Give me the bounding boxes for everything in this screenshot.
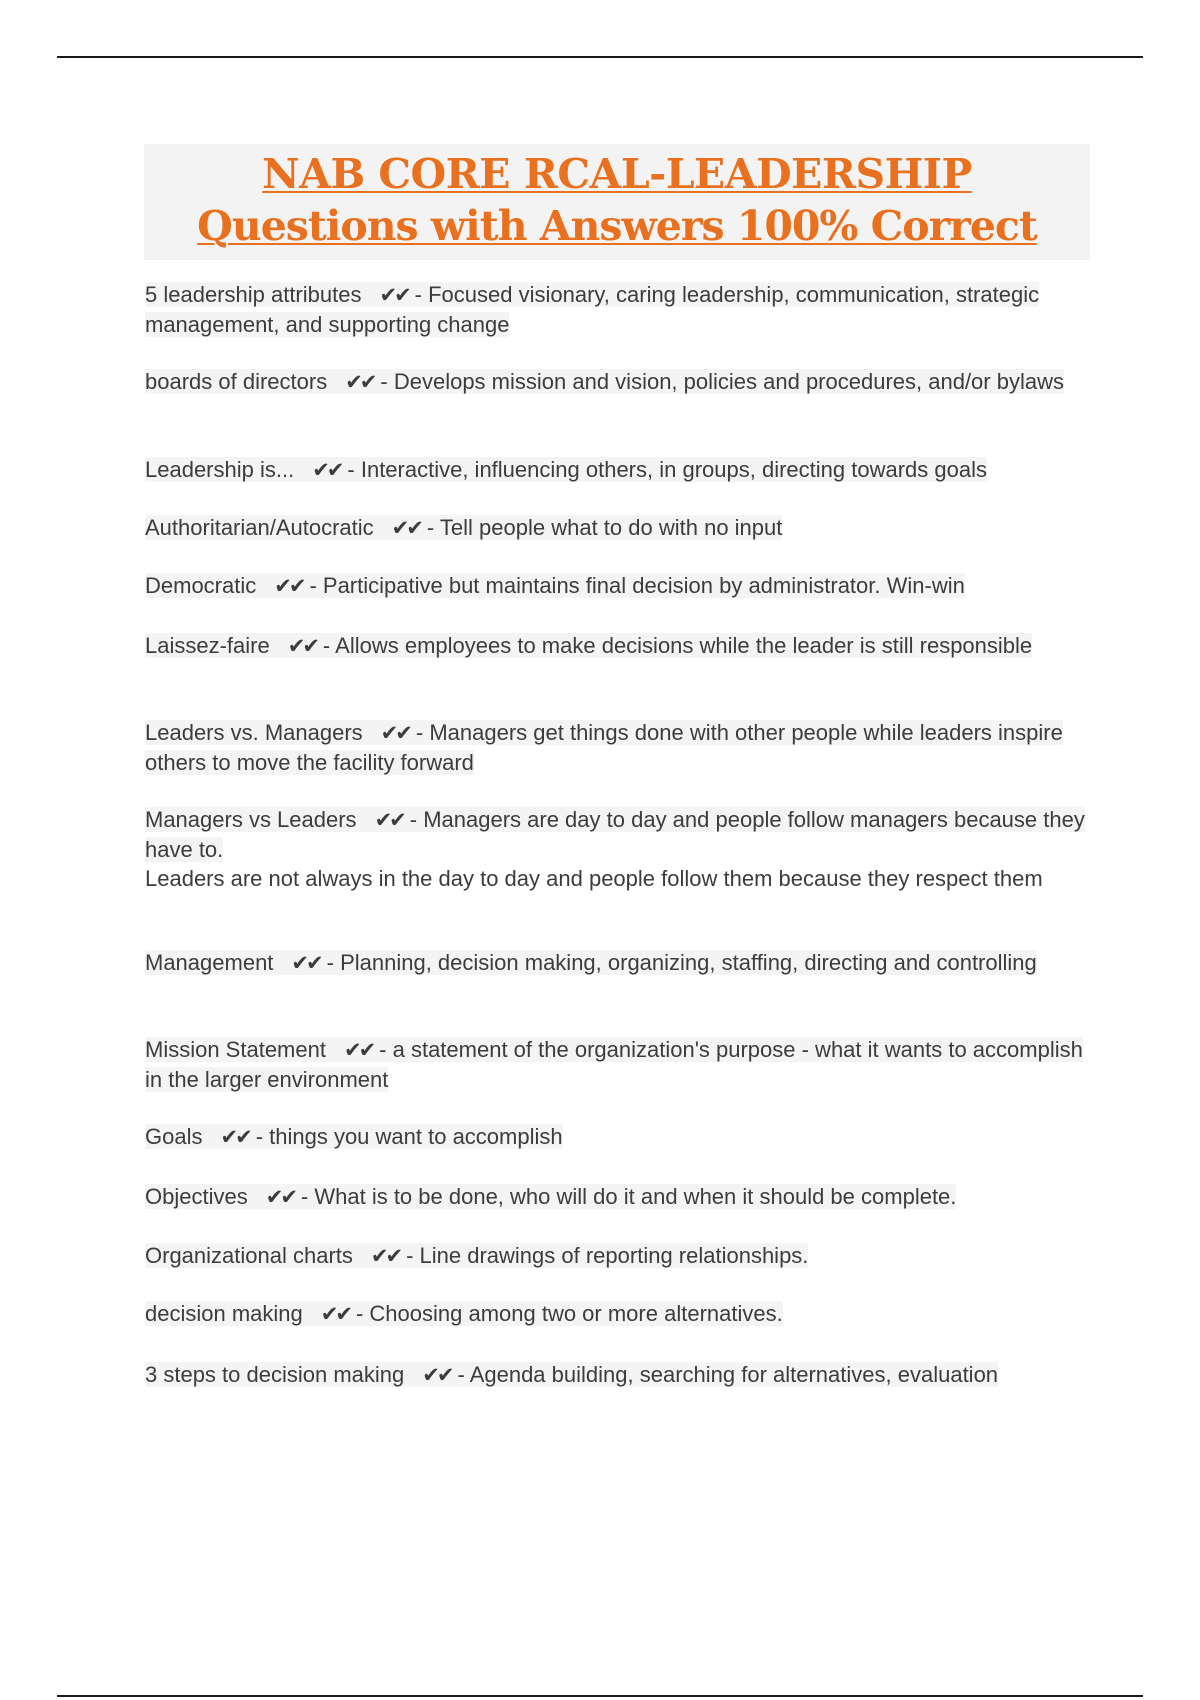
qa-term: Objectives [145, 1184, 248, 1209]
qa-answer: - Choosing among two or more alternatives. [355, 1301, 783, 1326]
qa-item [145, 1122, 1095, 1152]
qa-answer: - Focused visionary, caring leadership, communication, strategic management, and supporting change [145, 282, 1040, 337]
qa-term: Authoritarian/Autocratic [145, 515, 374, 540]
qa-answer: - What is to be done, who will do it and when it should be complete. [300, 1184, 957, 1209]
qa-item [145, 805, 1095, 893]
title-line-2: Questions with Answers 100% Correct [197, 202, 1037, 250]
double-check-icon: ✔✔ [291, 951, 321, 975]
double-check-icon: ✔✔ [343, 1038, 374, 1062]
qa-term: Laissez-faire [145, 633, 270, 658]
qa-answer: - things you want to accomplish [255, 1124, 563, 1149]
double-check-icon: ✔✔ [274, 574, 304, 598]
double-check-icon: ✔✔ [345, 370, 375, 394]
qa-answer: - Tell people what to do with no input [426, 515, 783, 540]
qa-answer: - Line drawings of reporting relationships. [406, 1243, 809, 1268]
qa-term: Managers vs Leaders [145, 807, 357, 832]
qa-answer: - Managers are day to day and people follow managers because they have to. [145, 807, 1085, 862]
double-check-icon: ✔✔ [320, 1302, 350, 1326]
top-rule [57, 56, 1143, 58]
qa-item [145, 280, 1095, 339]
qa-term: Leaders vs. Managers [145, 720, 363, 745]
double-check-icon: ✔✔ [312, 458, 342, 482]
double-check-icon: ✔✔ [391, 516, 421, 540]
qa-item [145, 631, 1095, 661]
qa-term: Goals [145, 1124, 203, 1149]
qa-item [145, 1182, 1095, 1212]
double-check-icon: ✔✔ [370, 1244, 401, 1268]
qa-answer: - a statement of the organization's purpose - what it wants to accomplish in the larger environment [145, 1037, 1083, 1092]
double-check-icon: ✔✔ [220, 1125, 250, 1149]
double-check-icon: ✔✔ [422, 1363, 452, 1387]
qa-term: Leadership is... [145, 457, 295, 482]
double-check-icon: ✔✔ [379, 283, 409, 307]
qa-term: decision making [145, 1301, 303, 1326]
qa-item [145, 1299, 1095, 1329]
double-check-icon: ✔✔ [374, 808, 404, 832]
qa-item [145, 455, 1095, 485]
qa-answer: - Interactive, influencing others, in groups, directing towards goals [347, 457, 987, 482]
double-check-icon: ✔✔ [287, 634, 317, 658]
double-check-icon: ✔✔ [265, 1185, 295, 1209]
qa-answer: - Allows employees to make decisions while the leader is still responsible [322, 633, 1033, 658]
bottom-rule [57, 1695, 1143, 1697]
document-title [144, 144, 1090, 260]
qa-item [145, 1360, 1095, 1390]
qa-term: Management [145, 950, 274, 975]
double-check-icon: ✔✔ [380, 721, 410, 745]
title-line-1: NAB CORE RCAL-LEADERSHIP [262, 150, 972, 198]
qa-item [145, 1241, 1095, 1271]
qa-item [145, 948, 1095, 978]
qa-term: 5 leadership attributes [145, 282, 362, 307]
qa-item [145, 571, 1095, 601]
qa-answer: - Develops mission and vision, policies and procedures, and/or bylaws [380, 369, 1064, 394]
qa-term: Organizational charts [145, 1243, 353, 1268]
qa-term: Mission Statement [145, 1037, 326, 1062]
qa-answer: - Participative but maintains final decision by administrator. Win-win [309, 573, 965, 598]
qa-answer-continued: Leaders are not always in the day to day and people follow them because they respect them [145, 866, 1043, 891]
qa-item [145, 513, 1095, 543]
qa-term: boards of directors [145, 369, 328, 394]
qa-item [145, 367, 1095, 397]
qa-answer: - Planning, decision making, organizing, staffing, directing and controlling [326, 950, 1037, 975]
qa-answer: - Managers get things done with other people while leaders inspire others to move the facility forward [145, 720, 1063, 775]
qa-term: 3 steps to decision making [145, 1362, 405, 1387]
qa-term: Democratic [145, 573, 257, 598]
qa-item [145, 718, 1095, 777]
qa-answer: - Agenda building, searching for alternatives, evaluation [457, 1362, 999, 1387]
qa-item [145, 1035, 1095, 1094]
